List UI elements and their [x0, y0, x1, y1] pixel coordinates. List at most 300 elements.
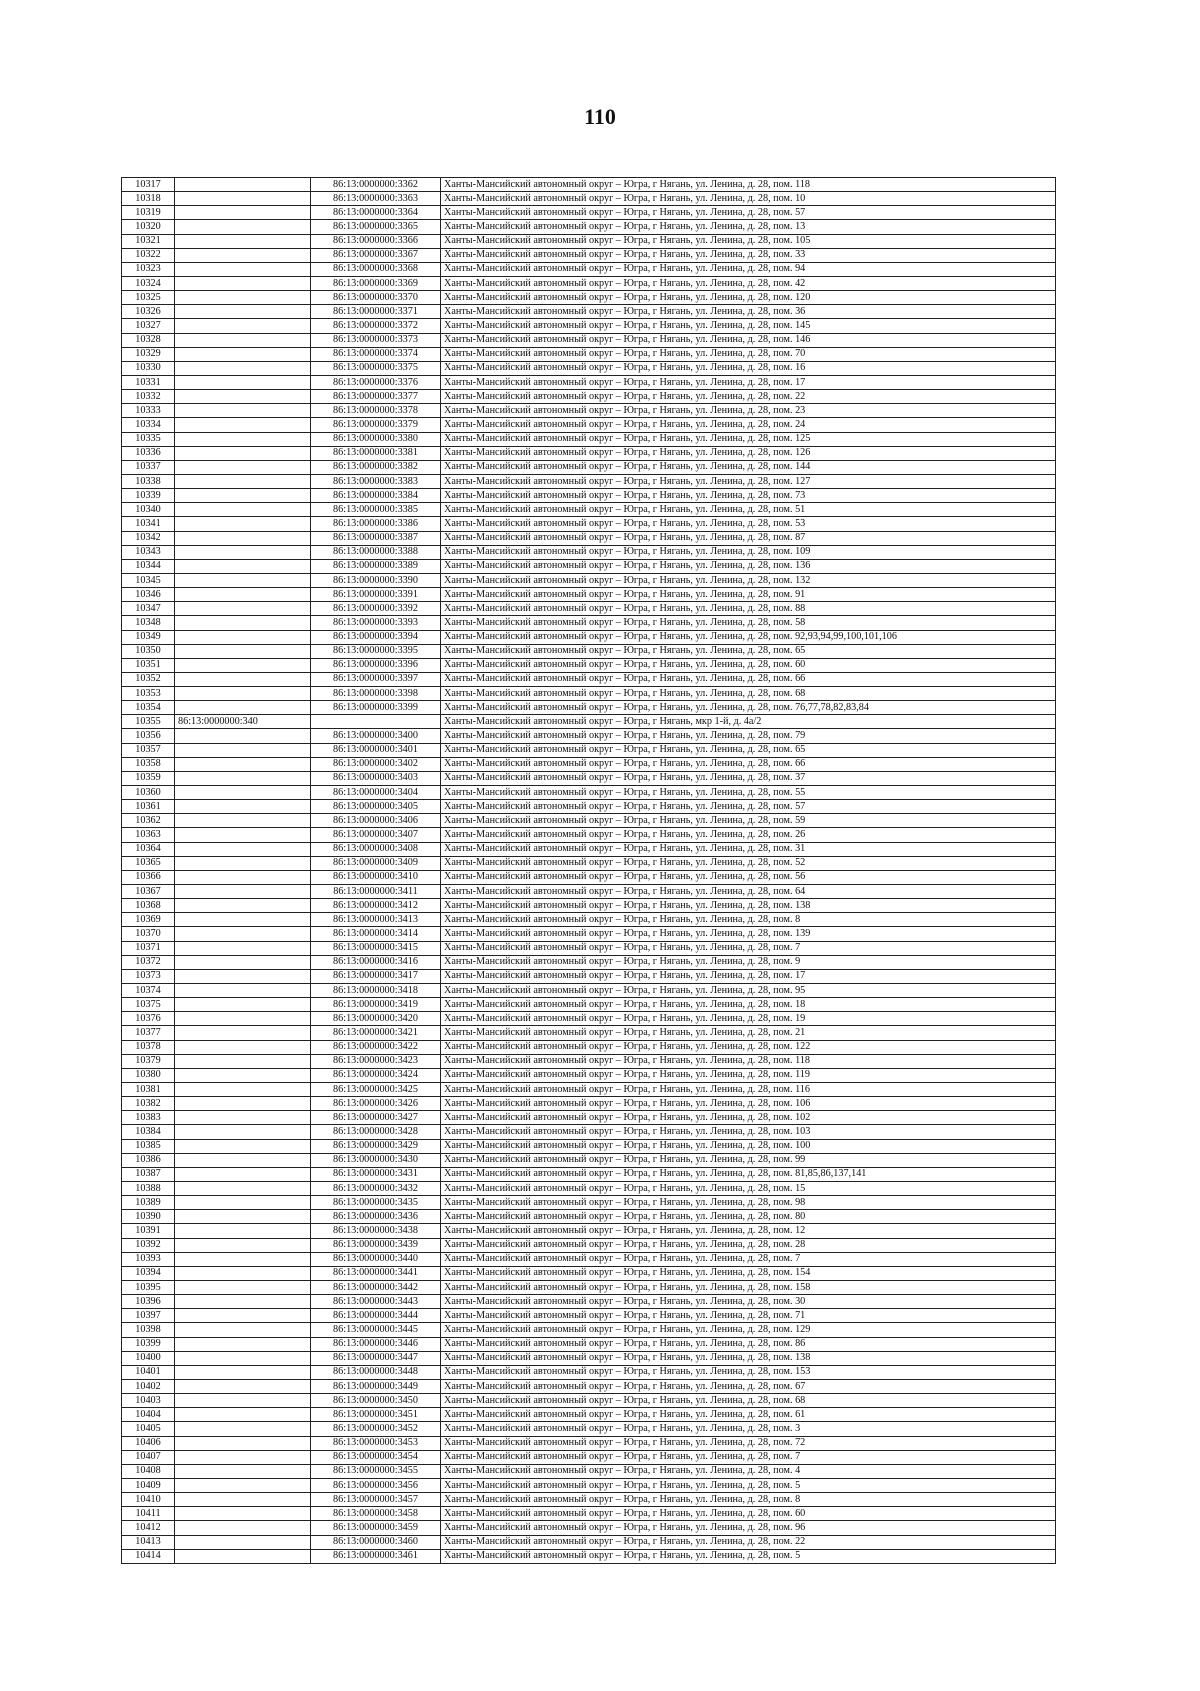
table-row: [122, 333, 1056, 347]
row-number-cell: 10344: [122, 559, 175, 573]
old-cadastral-number-cell: [175, 1436, 311, 1450]
row-number-cell: 10359: [122, 771, 175, 785]
address-cell: Ханты-Мансийский автономный округ – Югра, г Нягань, ул. Ленина, д. 28, пом. 126: [441, 446, 1056, 460]
row-number-cell: 10391: [122, 1224, 175, 1238]
cadastral-number-cell: 86:13:0000000:3381: [311, 446, 441, 460]
row-number-cell: 10394: [122, 1266, 175, 1280]
address-cell: Ханты-Мансийский автономный округ – Югра, г Нягань, ул. Ленина, д. 28, пом. 145: [441, 319, 1056, 333]
row-number-cell: 10341: [122, 517, 175, 531]
old-cadastral-number-cell: [175, 503, 311, 517]
address-cell: Ханты-Мансийский автономный округ – Югра, г Нягань, ул. Ленина, д. 28, пом. 96: [441, 1521, 1056, 1535]
row-number-cell: 10392: [122, 1238, 175, 1252]
row-number-cell: 10338: [122, 474, 175, 488]
cadastral-number-cell: 86:13:0000000:3417: [311, 969, 441, 983]
old-cadastral-number-cell: [175, 1026, 311, 1040]
row-number-cell: 10372: [122, 955, 175, 969]
address-cell: Ханты-Мансийский автономный округ – Югра, г Нягань, ул. Ленина, д. 28, пом. 22: [441, 390, 1056, 404]
row-number-cell: 10373: [122, 969, 175, 983]
table-row: [122, 955, 1056, 969]
table-row: [122, 573, 1056, 587]
address-cell: Ханты-Мансийский автономный округ – Югра, г Нягань, ул. Ленина, д. 28, пом. 100: [441, 1139, 1056, 1153]
old-cadastral-number-cell: [175, 347, 311, 361]
row-number-cell: 10318: [122, 192, 175, 206]
old-cadastral-number-cell: [175, 1181, 311, 1195]
address-cell: Ханты-Мансийский автономный округ – Югра, г Нягань, ул. Ленина, д. 28, пом. 153: [441, 1365, 1056, 1379]
address-cell: Ханты-Мансийский автономный округ – Югра, г Нягань, ул. Ленина, д. 28, пом. 42: [441, 276, 1056, 290]
address-cell: Ханты-Мансийский автономный округ – Югра, г Нягань, ул. Ленина, д. 28, пом. 56: [441, 870, 1056, 884]
row-number-cell: 10317: [122, 178, 175, 192]
address-cell: Ханты-Мансийский автономный округ – Югра, г Нягань, ул. Ленина, д. 28, пом. 109: [441, 545, 1056, 559]
row-number-cell: 10368: [122, 899, 175, 913]
address-cell: Ханты-Мансийский автономный округ – Югра, г Нягань, ул. Ленина, д. 28, пом. 72: [441, 1436, 1056, 1450]
old-cadastral-number-cell: [175, 984, 311, 998]
cadastral-number-cell: 86:13:0000000:3398: [311, 687, 441, 701]
address-cell: Ханты-Мансийский автономный округ – Югра, г Нягань, ул. Ленина, д. 28, пом. 9: [441, 955, 1056, 969]
cadastral-number-cell: 86:13:0000000:3442: [311, 1280, 441, 1294]
row-number-cell: 10414: [122, 1549, 175, 1563]
old-cadastral-number-cell: [175, 517, 311, 531]
old-cadastral-number-cell: [175, 1549, 311, 1563]
old-cadastral-number-cell: [175, 390, 311, 404]
row-number-cell: 10332: [122, 390, 175, 404]
address-cell: Ханты-Мансийский автономный округ – Югра, г Нягань, ул. Ленина, д. 28, пом. 98: [441, 1196, 1056, 1210]
old-cadastral-number-cell: [175, 941, 311, 955]
address-cell: Ханты-Мансийский автономный округ – Югра, г Нягань, ул. Ленина, д. 28, пом. 36: [441, 305, 1056, 319]
old-cadastral-number-cell: [175, 630, 311, 644]
old-cadastral-number-cell: [175, 1394, 311, 1408]
old-cadastral-number-cell: [175, 1111, 311, 1125]
table-row: [122, 1351, 1056, 1365]
address-cell: Ханты-Мансийский автономный округ – Югра, г Нягань, ул. Ленина, д. 28, пом. 22: [441, 1535, 1056, 1549]
old-cadastral-number-cell: [175, 1238, 311, 1252]
address-cell: Ханты-Мансийский автономный округ – Югра, г Нягань, ул. Ленина, д. 28, пом. 76,77,78,82,83,84: [441, 701, 1056, 715]
address-cell: Ханты-Мансийский автономный округ – Югра, г Нягань, ул. Ленина, д. 28, пом. 8: [441, 1493, 1056, 1507]
cadastral-number-cell: 86:13:0000000:3421: [311, 1026, 441, 1040]
cadastral-number-cell: 86:13:0000000:3454: [311, 1450, 441, 1464]
old-cadastral-number-cell: [175, 1068, 311, 1082]
cadastral-number-cell: 86:13:0000000:3460: [311, 1535, 441, 1549]
address-cell: Ханты-Мансийский автономный округ – Югра, г Нягань, ул. Ленина, д. 28, пом. 3: [441, 1422, 1056, 1436]
table-row: [122, 531, 1056, 545]
table-row: [122, 1464, 1056, 1478]
old-cadastral-number-cell: [175, 489, 311, 503]
row-number-cell: 10383: [122, 1111, 175, 1125]
address-cell: Ханты-Мансийский автономный округ – Югра, г Нягань, ул. Ленина, д. 28, пом. 125: [441, 432, 1056, 446]
row-number-cell: 10395: [122, 1280, 175, 1294]
old-cadastral-number-cell: [175, 1493, 311, 1507]
row-number-cell: 10364: [122, 842, 175, 856]
row-number-cell: 10400: [122, 1351, 175, 1365]
row-number-cell: 10355: [122, 715, 175, 729]
row-number-cell: 10367: [122, 885, 175, 899]
address-cell: Ханты-Мансийский автономный округ – Югра, г Нягань, ул. Ленина, д. 28, пом. 70: [441, 347, 1056, 361]
old-cadastral-number-cell: [175, 828, 311, 842]
cadastral-number-cell: 86:13:0000000:3391: [311, 588, 441, 602]
row-number-cell: 10345: [122, 573, 175, 587]
table-row: [122, 1309, 1056, 1323]
cadastral-number-cell: 86:13:0000000:3438: [311, 1224, 441, 1238]
row-number-cell: 10343: [122, 545, 175, 559]
cadastral-number-cell: 86:13:0000000:3427: [311, 1111, 441, 1125]
cadastral-number-cell: 86:13:0000000:3377: [311, 390, 441, 404]
row-number-cell: 10379: [122, 1054, 175, 1068]
address-cell: Ханты-Мансийский автономный округ – Югра, г Нягань, ул. Ленина, д. 28, пом. 13: [441, 220, 1056, 234]
old-cadastral-number-cell: [175, 856, 311, 870]
old-cadastral-number-cell: [175, 800, 311, 814]
address-cell: Ханты-Мансийский автономный округ – Югра, г Нягань, ул. Ленина, д. 28, пом. 158: [441, 1280, 1056, 1294]
row-number-cell: 10365: [122, 856, 175, 870]
old-cadastral-number-cell: [175, 743, 311, 757]
table-row: [122, 418, 1056, 432]
cadastral-number-cell: 86:13:0000000:3387: [311, 531, 441, 545]
old-cadastral-number-cell: [175, 220, 311, 234]
cadastral-number-cell: 86:13:0000000:3450: [311, 1394, 441, 1408]
address-cell: Ханты-Мансийский автономный округ – Югра, г Нягань, ул. Ленина, д. 28, пом. 5: [441, 1549, 1056, 1563]
old-cadastral-number-cell: [175, 1535, 311, 1549]
address-cell: Ханты-Мансийский автономный округ – Югра, г Нягань, ул. Ленина, д. 28, пом. 102: [441, 1111, 1056, 1125]
cadastral-number-cell: 86:13:0000000:3363: [311, 192, 441, 206]
old-cadastral-number-cell: [175, 899, 311, 913]
old-cadastral-number-cell: [175, 1337, 311, 1351]
table-row: [122, 687, 1056, 701]
old-cadastral-number-cell: [175, 333, 311, 347]
old-cadastral-number-cell: [175, 375, 311, 389]
table-row: [122, 1068, 1056, 1082]
table-row: [122, 1181, 1056, 1195]
row-number-cell: 10339: [122, 489, 175, 503]
row-number-cell: 10407: [122, 1450, 175, 1464]
cadastral-number-cell: 86:13:0000000:3436: [311, 1210, 441, 1224]
address-cell: Ханты-Мансийский автономный округ – Югра, г Нягань, ул. Ленина, д. 28, пом. 64: [441, 885, 1056, 899]
table-row: [122, 1139, 1056, 1153]
table-row: [122, 1323, 1056, 1337]
address-cell: Ханты-Мансийский автономный округ – Югра, г Нягань, ул. Ленина, д. 28, пом. 139: [441, 927, 1056, 941]
cadastral-number-cell: 86:13:0000000:3426: [311, 1097, 441, 1111]
address-cell: Ханты-Мансийский автономный округ – Югра, г Нягань, ул. Ленина, д. 28, пом. 144: [441, 460, 1056, 474]
row-number-cell: 10330: [122, 361, 175, 375]
old-cadastral-number-cell: [175, 361, 311, 375]
address-cell: Ханты-Мансийский автономный округ – Югра, г Нягань, ул. Ленина, д. 28, пом. 103: [441, 1125, 1056, 1139]
old-cadastral-number-cell: [175, 1252, 311, 1266]
cadastral-number-cell: 86:13:0000000:3423: [311, 1054, 441, 1068]
table-row: [122, 1422, 1056, 1436]
old-cadastral-number-cell: [175, 1083, 311, 1097]
row-number-cell: 10325: [122, 291, 175, 305]
old-cadastral-number-cell: [175, 1139, 311, 1153]
address-cell: Ханты-Мансийский автономный округ – Югра, г Нягань, ул. Ленина, д. 28, пом. 92,93,94,99,100,101,106: [441, 630, 1056, 644]
cadastral-number-cell: 86:13:0000000:3382: [311, 460, 441, 474]
address-cell: Ханты-Мансийский автономный округ – Югра, г Нягань, ул. Ленина, д. 28, пом. 15: [441, 1181, 1056, 1195]
table-row: [122, 361, 1056, 375]
address-cell: Ханты-Мансийский автономный округ – Югра, г Нягань, ул. Ленина, д. 28, пом. 116: [441, 1083, 1056, 1097]
address-cell: Ханты-Мансийский автономный округ – Югра, г Нягань, ул. Ленина, д. 28, пом. 138: [441, 1351, 1056, 1365]
old-cadastral-number-cell: [175, 1167, 311, 1181]
table-row: [122, 1012, 1056, 1026]
row-number-cell: 10388: [122, 1181, 175, 1195]
table-row: [122, 503, 1056, 517]
cadastral-number-cell: 86:13:0000000:3364: [311, 206, 441, 220]
cadastral-number-cell: 86:13:0000000:3435: [311, 1196, 441, 1210]
table-row: [122, 460, 1056, 474]
cadastral-number-cell: 86:13:0000000:3368: [311, 262, 441, 276]
address-cell: Ханты-Мансийский автономный округ – Югра, г Нягань, ул. Ленина, д. 28, пом. 118: [441, 178, 1056, 192]
address-cell: Ханты-Мансийский автономный округ – Югра, г Нягань, ул. Ленина, д. 28, пом. 99: [441, 1153, 1056, 1167]
table-row: [122, 800, 1056, 814]
old-cadastral-number-cell: [175, 276, 311, 290]
address-cell: Ханты-Мансийский автономный округ – Югра, г Нягань, ул. Ленина, д. 28, пом. 68: [441, 1394, 1056, 1408]
old-cadastral-number-cell: [175, 1379, 311, 1393]
address-cell: Ханты-Мансийский автономный округ – Югра, г Нягань, ул. Ленина, д. 28, пом. 26: [441, 828, 1056, 842]
address-cell: Ханты-Мансийский автономный округ – Югра, г Нягань, ул. Ленина, д. 28, пом. 122: [441, 1040, 1056, 1054]
cadastral-number-cell: 86:13:0000000:3416: [311, 955, 441, 969]
cadastral-number-cell: 86:13:0000000:3410: [311, 870, 441, 884]
row-number-cell: 10333: [122, 404, 175, 418]
cadastral-number-cell: 86:13:0000000:3448: [311, 1365, 441, 1379]
cadastral-number-cell: 86:13:0000000:3404: [311, 786, 441, 800]
old-cadastral-number-cell: [175, 1309, 311, 1323]
row-number-cell: 10336: [122, 446, 175, 460]
row-number-cell: 10397: [122, 1309, 175, 1323]
cadastral-number-cell: 86:13:0000000:3373: [311, 333, 441, 347]
address-cell: Ханты-Мансийский автономный округ – Югра, г Нягань, ул. Ленина, д. 28, пом. 79: [441, 729, 1056, 743]
table-row: [122, 206, 1056, 220]
row-number-cell: 10340: [122, 503, 175, 517]
address-cell: Ханты-Мансийский автономный округ – Югра, г Нягань, ул. Ленина, д. 28, пом. 59: [441, 814, 1056, 828]
cadastral-number-cell: [311, 715, 441, 729]
address-cell: Ханты-Мансийский автономный округ – Югра, г Нягань, ул. Ленина, д. 28, пом. 118: [441, 1054, 1056, 1068]
old-cadastral-number-cell: [175, 474, 311, 488]
row-number-cell: 10374: [122, 984, 175, 998]
cadastral-number-cell: 86:13:0000000:3378: [311, 404, 441, 418]
old-cadastral-number-cell: [175, 1521, 311, 1535]
row-number-cell: 10366: [122, 870, 175, 884]
table-row: [122, 1196, 1056, 1210]
cadastral-number-cell: 86:13:0000000:3409: [311, 856, 441, 870]
old-cadastral-number-cell: [175, 460, 311, 474]
old-cadastral-number-cell: [175, 658, 311, 672]
table-row: [122, 276, 1056, 290]
table-row: [122, 291, 1056, 305]
row-number-cell: 10378: [122, 1040, 175, 1054]
row-number-cell: 10347: [122, 602, 175, 616]
old-cadastral-number-cell: [175, 1464, 311, 1478]
address-cell: Ханты-Мансийский автономный округ – Югра, г Нягань, ул. Ленина, д. 28, пом. 37: [441, 771, 1056, 785]
old-cadastral-number-cell: [175, 870, 311, 884]
row-number-cell: 10342: [122, 531, 175, 545]
address-cell: Ханты-Мансийский автономный округ – Югра, г Нягань, ул. Ленина, д. 28, пом. 81,85,86,137,141: [441, 1167, 1056, 1181]
row-number-cell: 10354: [122, 701, 175, 715]
cadastral-number-cell: 86:13:0000000:3415: [311, 941, 441, 955]
table-row: [122, 630, 1056, 644]
address-cell: Ханты-Мансийский автономный округ – Югра, г Нягань, ул. Ленина, д. 28, пом. 136: [441, 559, 1056, 573]
address-cell: Ханты-Мансийский автономный округ – Югра, г Нягань, ул. Ленина, д. 28, пом. 73: [441, 489, 1056, 503]
table-row: [122, 545, 1056, 559]
cadastral-number-cell: 86:13:0000000:3389: [311, 559, 441, 573]
table-row: [122, 1408, 1056, 1422]
cadastral-number-cell: 86:13:0000000:3388: [311, 545, 441, 559]
table-row: [122, 941, 1056, 955]
address-cell: Ханты-Мансийский автономный округ – Югра, г Нягань, ул. Ленина, д. 28, пом. 53: [441, 517, 1056, 531]
table-row: [122, 347, 1056, 361]
old-cadastral-number-cell: [175, 672, 311, 686]
cadastral-number-cell: 86:13:0000000:3402: [311, 757, 441, 771]
cadastral-number-cell: 86:13:0000000:3431: [311, 1167, 441, 1181]
address-cell: Ханты-Мансийский автономный округ – Югра, г Нягань, ул. Ленина, д. 28, пом. 7: [441, 1450, 1056, 1464]
address-cell: Ханты-Мансийский автономный округ – Югра, г Нягань, ул. Ленина, д. 28, пом. 7: [441, 941, 1056, 955]
cadastral-number-cell: 86:13:0000000:3447: [311, 1351, 441, 1365]
page-number: 110: [584, 104, 616, 129]
table-row: [122, 1125, 1056, 1139]
cadastral-number-cell: 86:13:0000000:3379: [311, 418, 441, 432]
table-row: [122, 899, 1056, 913]
table-row: [122, 1507, 1056, 1521]
row-number-cell: 10327: [122, 319, 175, 333]
old-cadastral-number-cell: [175, 814, 311, 828]
cadastral-number-cell: 86:13:0000000:3419: [311, 998, 441, 1012]
row-number-cell: 10361: [122, 800, 175, 814]
old-cadastral-number-cell: [175, 1196, 311, 1210]
row-number-cell: 10386: [122, 1153, 175, 1167]
cadastral-number-cell: 86:13:0000000:3459: [311, 1521, 441, 1535]
old-cadastral-number-cell: [175, 545, 311, 559]
row-number-cell: 10329: [122, 347, 175, 361]
cadastral-number-cell: 86:13:0000000:3424: [311, 1068, 441, 1082]
cadastral-number-cell: 86:13:0000000:3432: [311, 1181, 441, 1195]
address-cell: Ханты-Мансийский автономный округ – Югра, г Нягань, ул. Ленина, д. 28, пом. 17: [441, 375, 1056, 389]
table-row: [122, 432, 1056, 446]
row-number-cell: 10410: [122, 1493, 175, 1507]
table-row: [122, 262, 1056, 276]
table-row: [122, 984, 1056, 998]
old-cadastral-number-cell: [175, 955, 311, 969]
old-cadastral-number-cell: [175, 969, 311, 983]
old-cadastral-number-cell: [175, 446, 311, 460]
row-number-cell: 10369: [122, 913, 175, 927]
cadastral-number-cell: 86:13:0000000:3422: [311, 1040, 441, 1054]
old-cadastral-number-cell: [175, 1224, 311, 1238]
table-row: [122, 319, 1056, 333]
old-cadastral-number-cell: [175, 1054, 311, 1068]
row-number-cell: 10398: [122, 1323, 175, 1337]
address-cell: Ханты-Мансийский автономный округ – Югра, г Нягань, ул. Ленина, д. 28, пом. 120: [441, 291, 1056, 305]
property-register-table: [121, 177, 1056, 1564]
row-number-cell: 10382: [122, 1097, 175, 1111]
table-row: [122, 927, 1056, 941]
table-row: [122, 602, 1056, 616]
old-cadastral-number-cell: [175, 1450, 311, 1464]
table-row: [122, 1450, 1056, 1464]
table-row: [122, 757, 1056, 771]
old-cadastral-number-cell: [175, 927, 311, 941]
table-row: [122, 743, 1056, 757]
row-number-cell: 10331: [122, 375, 175, 389]
old-cadastral-number-cell: [175, 588, 311, 602]
address-cell: Ханты-Мансийский автономный округ – Югра, г Нягань, ул. Ленина, д. 28, пом. 65: [441, 644, 1056, 658]
old-cadastral-number-cell: [175, 192, 311, 206]
table-row: [122, 178, 1056, 192]
address-cell: Ханты-Мансийский автономный округ – Югра, г Нягань, ул. Ленина, д. 28, пом. 58: [441, 616, 1056, 630]
row-number-cell: 10396: [122, 1295, 175, 1309]
cadastral-number-cell: 86:13:0000000:3400: [311, 729, 441, 743]
table-row: [122, 616, 1056, 630]
row-number-cell: 10351: [122, 658, 175, 672]
cadastral-number-cell: 86:13:0000000:3407: [311, 828, 441, 842]
old-cadastral-number-cell: [175, 178, 311, 192]
table-row: [122, 375, 1056, 389]
table-row: [122, 474, 1056, 488]
row-number-cell: 10393: [122, 1252, 175, 1266]
row-number-cell: 10323: [122, 262, 175, 276]
row-number-cell: 10335: [122, 432, 175, 446]
row-number-cell: 10353: [122, 687, 175, 701]
cadastral-number-cell: 86:13:0000000:3366: [311, 234, 441, 248]
address-cell: Ханты-Мансийский автономный округ – Югра, г Нягань, ул. Ленина, д. 28, пом. 66: [441, 757, 1056, 771]
table-row: [122, 390, 1056, 404]
address-cell: Ханты-Мансийский автономный округ – Югра, г Нягань, ул. Ленина, д. 28, пом. 127: [441, 474, 1056, 488]
cadastral-number-cell: 86:13:0000000:3385: [311, 503, 441, 517]
old-cadastral-number-cell: [175, 602, 311, 616]
address-cell: Ханты-Мансийский автономный округ – Югра, г Нягань, ул. Ленина, д. 28, пом. 61: [441, 1408, 1056, 1422]
table-row: [122, 1295, 1056, 1309]
row-number-cell: 10334: [122, 418, 175, 432]
cadastral-number-cell: 86:13:0000000:3403: [311, 771, 441, 785]
table-row: [122, 856, 1056, 870]
row-number-cell: 10370: [122, 927, 175, 941]
table-row: [122, 771, 1056, 785]
table-row: [122, 192, 1056, 206]
address-cell: Ханты-Мансийский автономный округ – Югра, г Нягань, ул. Ленина, д. 28, пом. 129: [441, 1323, 1056, 1337]
address-cell: Ханты-Мансийский автономный округ – Югра, г Нягань, ул. Ленина, д. 28, пом. 52: [441, 856, 1056, 870]
table-row: [122, 234, 1056, 248]
row-number-cell: 10352: [122, 672, 175, 686]
table-row: [122, 1054, 1056, 1068]
cadastral-number-cell: 86:13:0000000:3380: [311, 432, 441, 446]
table-row: [122, 588, 1056, 602]
row-number-cell: 10320: [122, 220, 175, 234]
old-cadastral-number-cell: [175, 1295, 311, 1309]
address-cell: Ханты-Мансийский автономный округ – Югра, г Нягань, ул. Ленина, д. 28, пом. 154: [441, 1266, 1056, 1280]
address-cell: Ханты-Мансийский автономный округ – Югра, г Нягань, ул. Ленина, д. 28, пом. 95: [441, 984, 1056, 998]
cadastral-number-cell: 86:13:0000000:3444: [311, 1309, 441, 1323]
address-cell: Ханты-Мансийский автономный округ – Югра, г Нягань, ул. Ленина, д. 28, пом. 71: [441, 1309, 1056, 1323]
cadastral-number-cell: 86:13:0000000:3393: [311, 616, 441, 630]
table-row: [122, 1167, 1056, 1181]
cadastral-number-cell: 86:13:0000000:3461: [311, 1549, 441, 1563]
address-cell: Ханты-Мансийский автономный округ – Югра, г Нягань, ул. Ленина, д. 28, пом. 106: [441, 1097, 1056, 1111]
address-cell: Ханты-Мансийский автономный округ – Югра, г Нягань, ул. Ленина, д. 28, пом. 80: [441, 1210, 1056, 1224]
row-number-cell: 10399: [122, 1337, 175, 1351]
row-number-cell: 10384: [122, 1125, 175, 1139]
cadastral-number-cell: 86:13:0000000:3371: [311, 305, 441, 319]
table-row: [122, 1436, 1056, 1450]
old-cadastral-number-cell: [175, 1153, 311, 1167]
old-cadastral-number-cell: [175, 234, 311, 248]
table-row: [122, 305, 1056, 319]
cadastral-number-cell: 86:13:0000000:3372: [311, 319, 441, 333]
address-cell: Ханты-Мансийский автономный округ – Югра, г Нягань, ул. Ленина, д. 28, пом. 132: [441, 573, 1056, 587]
cadastral-number-cell: 86:13:0000000:3429: [311, 1139, 441, 1153]
old-cadastral-number-cell: [175, 291, 311, 305]
cadastral-number-cell: 86:13:0000000:3362: [311, 178, 441, 192]
row-number-cell: 10408: [122, 1464, 175, 1478]
row-number-cell: 10356: [122, 729, 175, 743]
table-row: [122, 1493, 1056, 1507]
address-cell: Ханты-Мансийский автономный округ – Югра, г Нягань, ул. Ленина, д. 28, пом. 105: [441, 234, 1056, 248]
old-cadastral-number-cell: [175, 559, 311, 573]
cadastral-number-cell: 86:13:0000000:3375: [311, 361, 441, 375]
address-cell: Ханты-Мансийский автономный округ – Югра, г Нягань, ул. Ленина, д. 28, пом. 19: [441, 1012, 1056, 1026]
address-cell: Ханты-Мансийский автономный округ – Югра, г Нягань, ул. Ленина, д. 28, пом. 23: [441, 404, 1056, 418]
